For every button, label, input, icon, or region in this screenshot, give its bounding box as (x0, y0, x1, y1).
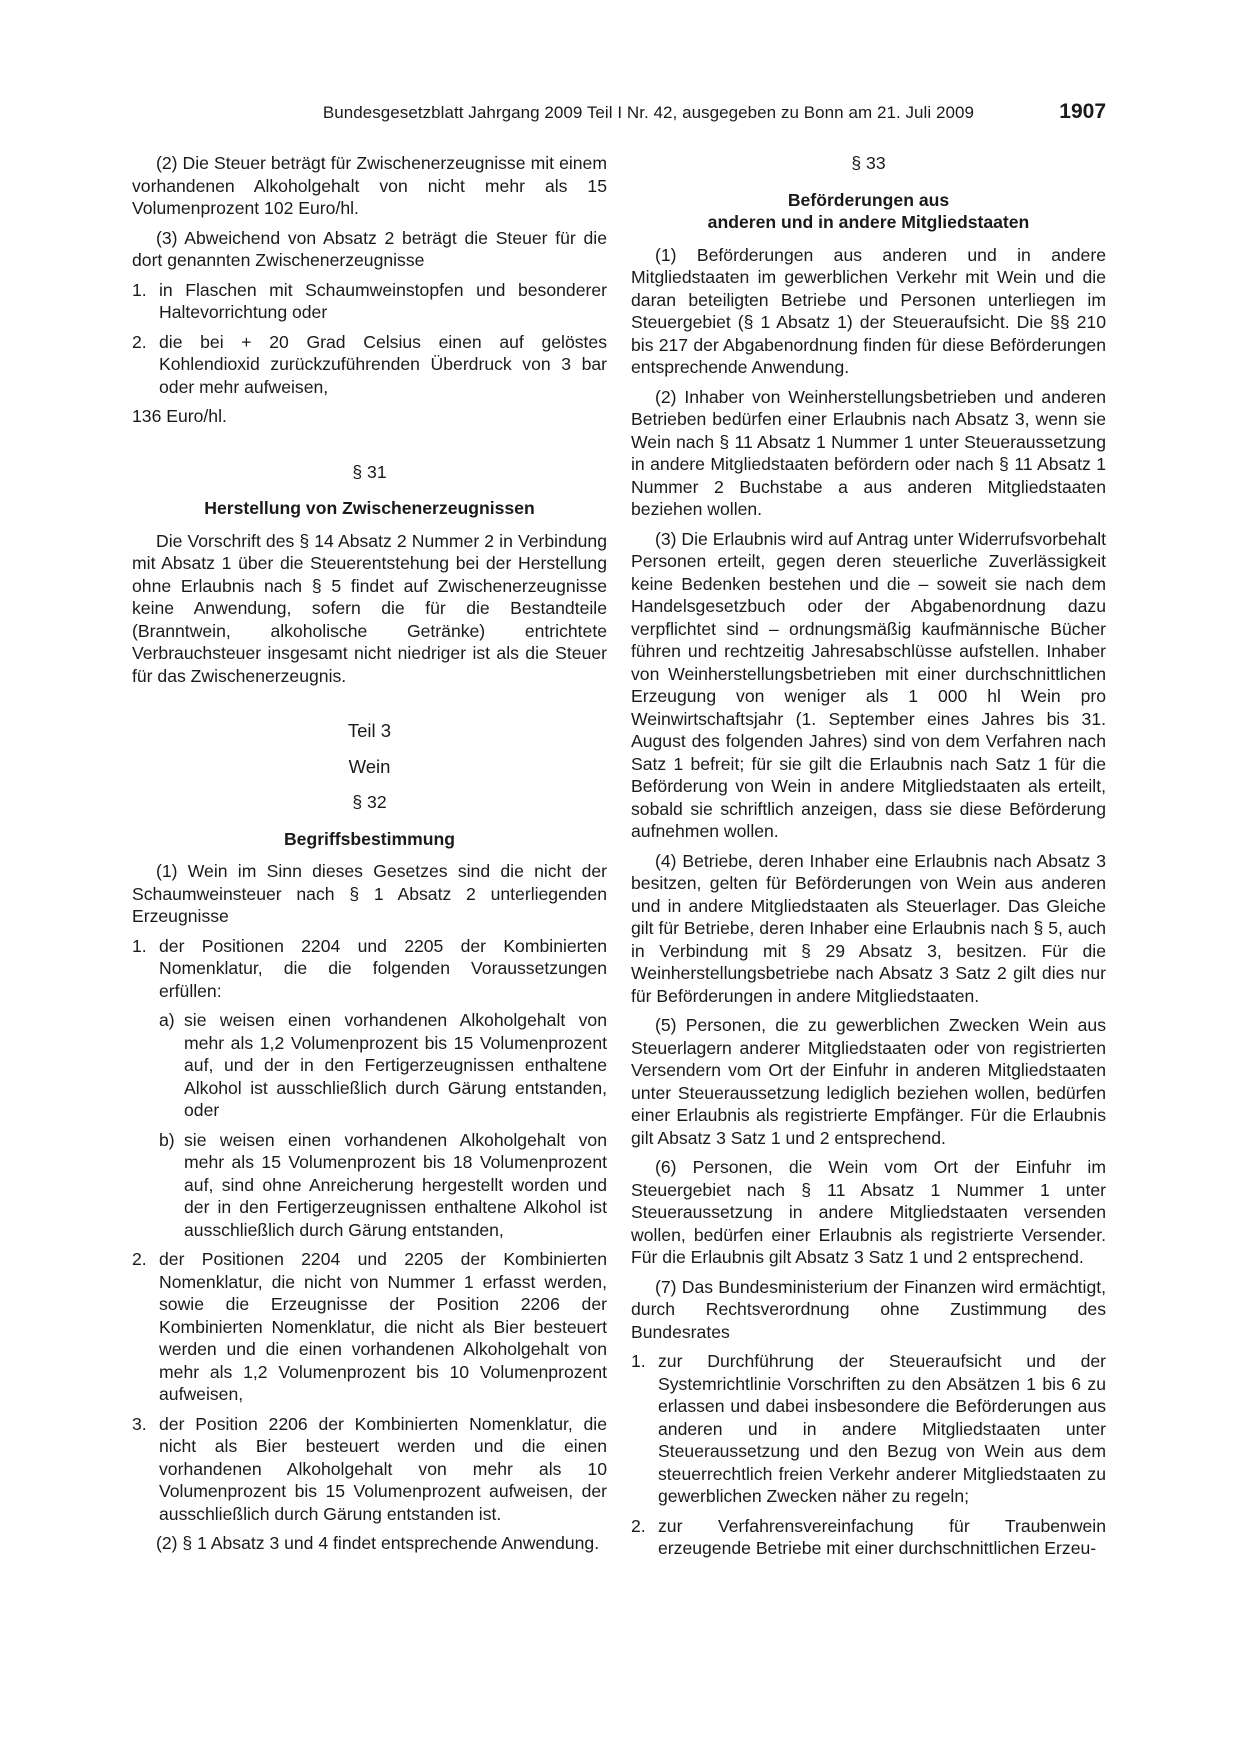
paragraph: (4) Betriebe, deren Inhaber eine Erlaubnis nach Absatz 3 besitzen, gelten für Beförderungen von Wein aus anderen und in andere Mitgliedstaaten als Steuerlager. Das Gleiche gilt für Betriebe, deren Inhaber eine Erlaubnis nach § 5, auch in Verbindung mit § 29 Absatz 3, besitzen. Für die Weinherstellungsbetriebe nach Absatz 3 Satz 2 gilt dies nur für Beförderungen in andere Mitgliedstaaten. (631, 850, 1106, 1006)
list-item (132, 935, 607, 1003)
list-item-number: 1. (132, 279, 147, 300)
page-number: 1907 (1059, 100, 1106, 123)
section-title: Herstellung von Zwischenerzeugnissen (204, 498, 535, 518)
sub-list-item-letter: b) (159, 1129, 175, 1150)
sub-list-item-text: sie weisen einen vorhandenen Alkoholgehalt von mehr als 1,2 Volumenprozent bis 15 Volumenprozent auf, und der in den Fertigerzeugnissen enthaltene Alkohol ist ausschließlich durch Gärung entstanden, oder (184, 1010, 607, 1120)
paragraph: (7) Das Bundesministerium der Finanzen wird ermächtigt, durch Rechtsverordnung ohne Zustimmung des Bundesrates (631, 1276, 1106, 1342)
left-column (132, 152, 607, 1562)
paragraph: (2) § 1 Absatz 3 und 4 findet entsprechende Anwendung. (156, 1533, 600, 1553)
list-item-text: zur Verfahrensvereinfachung für Traubenwein erzeugende Betriebe mit einer durchschnittlichen Erzeu- (658, 1515, 1106, 1558)
list-item-text: die bei + 20 Grad Celsius einen auf gelöstes Kohlendioxid zurückzuführenden Überdruck von 3 bar oder mehr aufweisen, (159, 331, 607, 397)
header-citation: Bundesgesetzblatt Jahrgang 2009 Teil I Nr. 42, ausgegeben zu Bonn am 21. Juli 2009 (322, 103, 974, 122)
list-item-text: zur Durchführung der Steueraufsicht und der Systemrichtlinie Vorschriften zu den Absätzen 1 bis 6 zu erlassen und dabei insbesondere die Beförderungen aus anderen und in andere Mitgliedstaaten unter Steueraussetzung und den Bezug von Wein aus dem steuerrechtlich freien Verkehr anderer Mitgliedstaaten zu gewerblichen Zwecken näher zu regeln; (658, 1351, 1106, 1506)
paragraph: (2) Inhaber von Weinherstellungsbetrieben und anderen Betrieben bedürfen einer Erlaubnis nach Absatz 3, wenn sie Wein nach § 11 Absatz 1 Nummer 1 unter Steueraussetzung in andere Mitgliedstaaten befördern oder nach § 11 Absatz 1 Nummer 2 Buchstabe a aus anderen Mitgliedstaaten beziehen wollen. (631, 386, 1106, 519)
section-title-line-1: Beförderungen aus (787, 189, 950, 210)
paragraph: 136 Euro/hl. (132, 406, 227, 426)
list-item-number: 1. (631, 1351, 646, 1371)
list-item-number: 2. (132, 331, 147, 352)
sub-list-item-text: sie weisen einen vorhandenen Alkoholgehalt von mehr als 15 Volumenprozent bis 18 Volumenprozent auf, sind ohne Anreicherung hergestellt worden und der in den Fertigerzeugnissen enthaltene Alkohol ist ausschließlich durch Gärung entstanden, (184, 1129, 607, 1240)
list-item-text: der Positionen 2204 und 2205 der Kombinierten Nomenklatur, die nicht von Nummer 1 erfasst werden, sowie die Erzeugnisse der Position 2206 der Kombinierten Nomenklatur, die nicht als Bier besteuert werden und die einen vorhandenen Alkoholgehalt von mehr als 1,2 Volumenprozent bis 10 Volumenprozent aufweisen, (159, 1249, 607, 1404)
section-title-line-2: anderen und in andere Mitgliedstaaten (707, 212, 1030, 232)
sub-list-item (159, 1009, 607, 1122)
paragraph: (6) Personen, die Wein vom Ort der Einfuhr im Steuergebiet nach § 11 Absatz 1 Nummer 1 unter Steueraussetzung in andere Mitgliedstaaten versenden wollen, bedürfen einer Erlaubnis als registrierte Versender. Für die Erlaubnis gilt Absatz 3 Satz 1 und 2 entsprechend. (631, 1157, 1106, 1267)
part-title: Wein (348, 755, 391, 777)
paragraph: (3) Abweichend von Absatz 2 beträgt die Steuer für die dort genannten Zwischenerzeugnisse (132, 227, 607, 270)
list-item-number: 2. (132, 1249, 147, 1269)
sub-list-item-letter: a) (159, 1010, 175, 1030)
list-item-text: der Positionen 2204 und 2205 der Kombinierten Nomenklatur, die die folgenden Voraussetzungen erfüllen: (159, 935, 607, 1001)
list-item (132, 331, 607, 399)
list-item (631, 1350, 1106, 1508)
right-column (631, 152, 1106, 1567)
sub-list-item (159, 1129, 607, 1242)
list-item-number: 1. (132, 935, 147, 956)
paragraph: (1) Beförderungen aus anderen und in andere Mitgliedstaaten im gewerblichen Verkehr mit Wein und die daran beteiligten Betriebe und Personen unterliegen im Steuergebiet (§ 1 Absatz 1) der Steueraufsicht. Die §§ 210 bis 217 der Abgabenordnung finden für diese Beförderungen entsprechende Anwendung. (631, 244, 1106, 377)
list-item (132, 1248, 607, 1406)
paragraph: (5) Personen, die zu gewerblichen Zwecken Wein aus Steuerlagern anderer Mitgliedstaaten oder von registrierten Versendern vom Ort der Einfuhr in anderen Mitgliedstaaten unter Steueraussetzung lediglich beziehen wollen, bedürfen einer Erlaubnis als registrierte Empfänger. Für die Erlaubnis gilt Absatz 3 Satz 1 und 2 entsprechend. (631, 1015, 1106, 1148)
list-item-text: in Flaschen mit Schaumweinstopfen und besonderer Haltevorrichtung oder (159, 279, 607, 322)
paragraph: (1) Wein im Sinn dieses Gesetzes sind die nicht der Schaumweinsteuer nach § 1 Absatz 2 unterliegenden Erzeugnisse (132, 861, 607, 926)
list-item (631, 1515, 1106, 1560)
part-heading: Teil 3 (347, 720, 392, 741)
list-item (132, 279, 607, 324)
list-item-text: der Position 2206 der Kombinierten Nomenklatur, die nicht als Bier besteuert werden und die einen vorhandenen Alkoholgehalt von mehr als 10 Volumenprozent bis 15 Volumenprozent aufweisen, der ausschließlich durch Gärung entstanden ist. (159, 1413, 607, 1524)
paragraph: (2) Die Steuer beträgt für Zwischenerzeugnisse mit einem vorhandenen Alkoholgehalt von nicht mehr als 15 Volumenprozent 102 Euro/hl. (132, 153, 607, 218)
section-title: Begriffsbestimmung (283, 828, 456, 849)
paragraph: Die Vorschrift des § 14 Absatz 2 Nummer 2 in Verbindung mit Absatz 1 über die Steuerentstehung bei der Herstellung ohne Erlaubnis nach § 5 findet auf Zwischenerzeugnisse keine Anwendung, sofern die für die Bestandteile (Branntwein, alkoholische Getränke) entrichtete Verbrauchsteuer insgesamt nicht niedriger ist als die Steuer für das Zwischenerzeugnis. (132, 530, 607, 686)
paragraph: (3) Die Erlaubnis wird auf Antrag unter Widerrufsvorbehalt Personen erteilt, gegen deren steuerliche Zuverlässigkeit keine Bedenken bestehen und die – soweit sie nach dem Handelsgesetzbuch oder der Abgabenordnung dazu verpflichtet sind – ordnungsmäßig kaufmännische Bücher führen und rechtzeitig Jahresabschlüsse aufstellen. Inhaber von Weinherstellungsbetrieben mit einer durchschnittlichen Erzeugung von weniger als 1 000 hl Wein pro Weinwirtschaftsjahr (1. September eines Jahres bis 31. August des folgenden Jahres) sind von dem Verfahren nach Satz 1 befreit; für sie gilt die Erlaubnis nach Satz 1 für die Beförderung von Wein in andere Mitgliedstaaten als erteilt, sobald sie schriftlich anzeigen, dass sie diese Beförderung aufnehmen wollen. (631, 528, 1106, 841)
section-number: § 32 (352, 792, 387, 812)
section-number: § 31 (352, 461, 387, 482)
list-item-number: 2. (631, 1515, 646, 1536)
section-number: § 33 (851, 153, 886, 173)
list-item-number: 3. (132, 1413, 147, 1434)
list-item (132, 1413, 607, 1526)
page-header (132, 100, 1106, 130)
